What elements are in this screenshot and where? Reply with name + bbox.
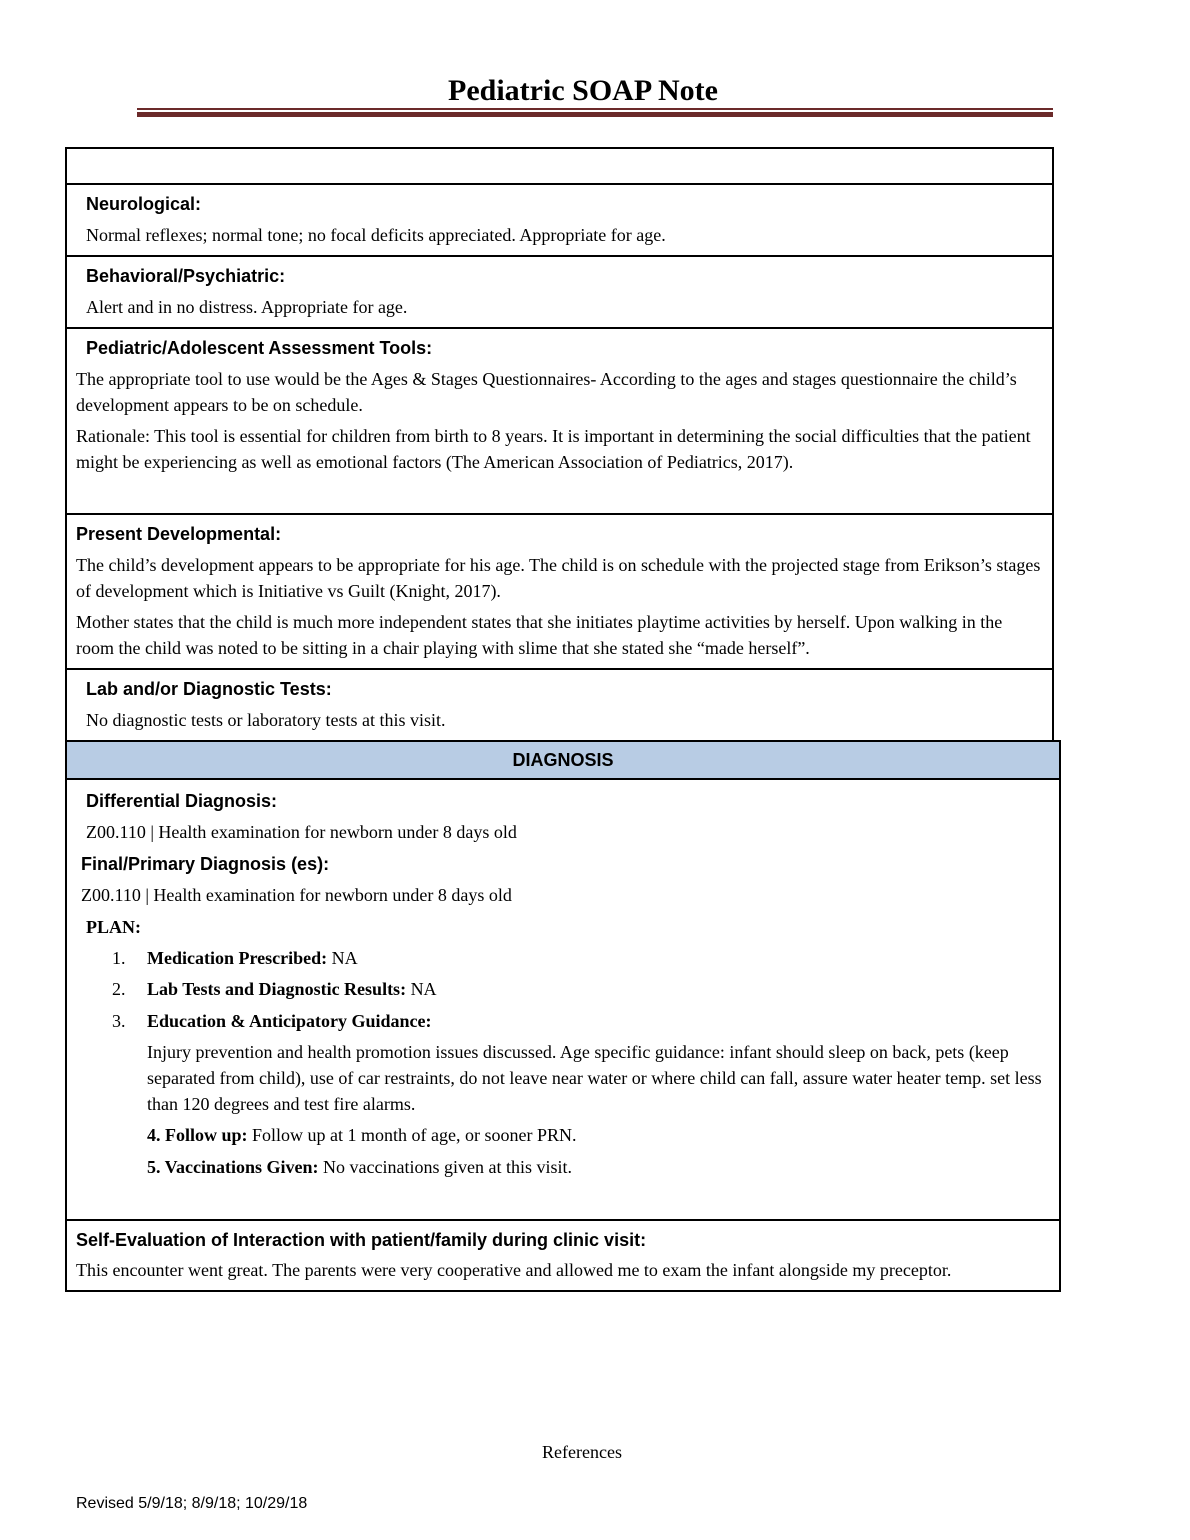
self-evaluation-heading: Self-Evaluation of Interaction with patient/family during clinic visit: (76, 1230, 647, 1250)
plan-item-label: Education & Anticipatory Guidance: (147, 1011, 432, 1031)
plan-item-number: 3. (112, 1011, 126, 1031)
lab-tests-text: No diagnostic tests or laboratory tests at this visit. (86, 710, 446, 730)
follow-up-label: 4. Follow up: (147, 1125, 248, 1145)
plan-heading: PLAN: (86, 917, 141, 937)
neurological-heading: Neurological: (86, 194, 202, 214)
assessment-tools-para2: Rationale: This tool is essential for children from birth to 8 years. It is important in determining the social difficulties that the patient might be experiencing as well as emotional factors (The American Association of Pediatrics, 2017). (76, 426, 1031, 472)
self-evaluation-section (65, 1219, 1061, 1292)
assessment-tools-section (65, 327, 1054, 515)
revision-note: Revised 5/9/18; 8/9/18; 10/29/18 (76, 1495, 308, 1512)
self-evaluation-text: This encounter went great. The parents were very cooperative and allowed me to exam the infant alongside my preceptor. (76, 1260, 952, 1280)
plan-item-value: NA (406, 979, 437, 999)
follow-up (147, 1122, 577, 1148)
present-developmental-section (65, 513, 1054, 670)
plan-item-label: Lab Tests and Diagnostic Results: (147, 979, 407, 999)
education-guidance-text: Injury prevention and health promotion issues discussed. Age specific guidance: infant should sleep on back, pets (keep separated from child), use of car restraints, do not leave near water or where child can fall, assure water heater temp. set less than 120 degrees and test fire alarms. (147, 1042, 1042, 1114)
differential-diagnosis-text: Z00.110 | Health examination for newborn under 8 days old (86, 822, 517, 842)
differential-diagnosis-heading: Differential Diagnosis: (86, 791, 278, 811)
lab-tests-section (65, 668, 1054, 742)
references-heading: References (542, 1442, 622, 1462)
lab-tests-heading: Lab and/or Diagnostic Tests: (86, 679, 332, 699)
diagnosis-plan-section (65, 778, 1061, 1221)
vaccinations-label: 5. Vaccinations Given: (147, 1157, 319, 1177)
neurological-text: Normal reflexes; normal tone; no focal deficits appreciated. Appropriate for age. (86, 225, 666, 245)
vaccinations-value: No vaccinations given at this visit. (318, 1157, 572, 1177)
follow-up-value: Follow up at 1 month of age, or sooner PRN. (247, 1125, 577, 1145)
assessment-tools-para1: The appropriate tool to use would be the Ages & Stages Questionnaires- According to the ages and stages questionnaire the child’s development appears to be on schedule. (76, 369, 1017, 415)
plan-item-number: 2. (112, 979, 126, 999)
vaccinations (147, 1154, 572, 1180)
plan-item-medication (147, 945, 358, 971)
plan-item-lab-tests (147, 976, 437, 1002)
neurological-section (65, 183, 1054, 257)
behavioral-section (65, 255, 1054, 329)
final-diagnosis-text: Z00.110 | Health examination for newborn under 8 days old (81, 885, 512, 905)
present-developmental-para1: The child’s development appears to be appropriate for his age. The child is on schedule with the projected stage from Erikson’s stages of development which is Initiative vs Guilt (Knight, 2017). (76, 555, 1041, 601)
assessment-tools-heading: Pediatric/Adolescent Assessment Tools: (86, 338, 433, 358)
page-title: Pediatric SOAP Note (448, 74, 718, 107)
present-developmental-para2: Mother states that the child is much more independent states that she initiates playtime activities by herself. Upon walking in the room the child was noted to be sitting in a chair playing with slime that she stated she “made herself”. (76, 612, 1003, 658)
title-rule-thin (137, 108, 1053, 110)
plan-item-value: NA (327, 948, 358, 968)
final-diagnosis-heading: Final/Primary Diagnosis (es): (81, 854, 330, 874)
diagnosis-banner: DIAGNOSIS (65, 740, 1061, 780)
title-rule-thick (137, 112, 1053, 117)
present-developmental-heading: Present Developmental: (76, 524, 282, 544)
behavioral-heading: Behavioral/Psychiatric: (86, 266, 286, 286)
plan-item-label: Medication Prescribed: (147, 948, 328, 968)
plan-item-education (147, 1008, 432, 1034)
empty-header-row (65, 147, 1054, 185)
plan-item-number: 1. (112, 948, 126, 968)
behavioral-text: Alert and in no distress. Appropriate for age. (86, 297, 408, 317)
